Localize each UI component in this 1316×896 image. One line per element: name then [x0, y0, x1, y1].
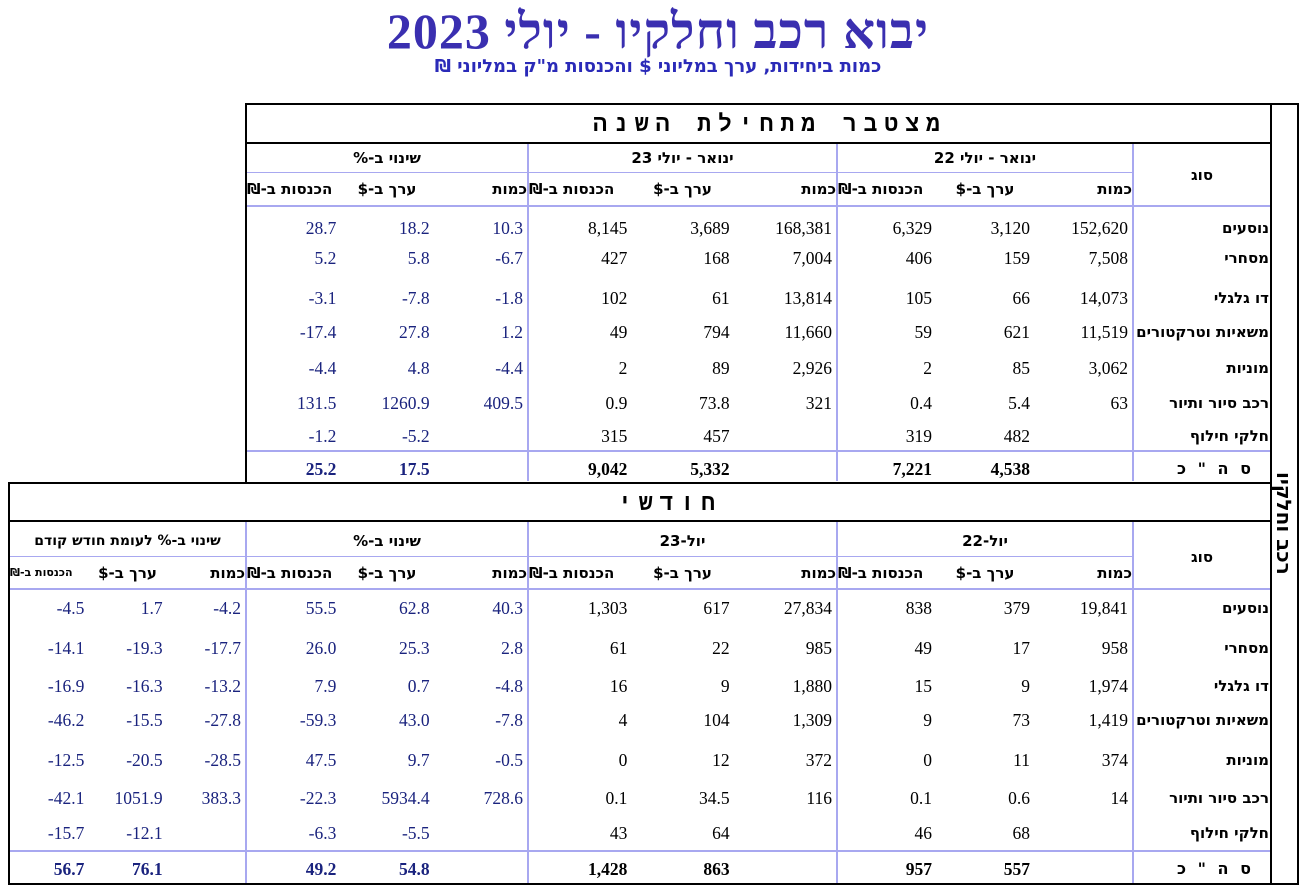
cumulative-cell: 59: [914, 322, 932, 342]
monthly-cell: -19.3: [126, 638, 163, 658]
monthly-cell: 1,303: [587, 598, 628, 618]
monthly-cell: 0.1: [910, 788, 932, 808]
mon-subheader-2-rev: הכנסות ב-₪: [247, 564, 333, 582]
cumulative-cell: 1.2: [501, 322, 523, 342]
cum-total-cell: 9,042: [587, 459, 628, 479]
mon-change-header: שינוי ב-%: [353, 532, 421, 550]
mon-period-a-header: יול-22: [962, 532, 1008, 550]
monthly-cell: [1034, 819, 1128, 847]
cumulative-row-label: נוסעים: [1222, 219, 1269, 237]
monthly-cell: 12: [712, 750, 730, 770]
cum-subheader-1-qty: כמות: [801, 180, 836, 198]
cum-subheader-0-qty: כמות: [1097, 180, 1132, 198]
monthly-cell: 49: [914, 638, 932, 658]
monthly-cell: 383.3: [201, 788, 241, 808]
monthly-cell: 16: [609, 676, 628, 696]
monthly-cell: -13.2: [204, 676, 241, 696]
cumulative-cell: 315: [601, 426, 628, 446]
mon-total-cell: [167, 855, 241, 883]
mon-subheader-1-rev: הכנסות ב-₪: [529, 564, 615, 582]
mon-bottom-border: [8, 883, 1270, 885]
cumulative-cell: 89: [712, 358, 730, 378]
mon-prev-subheader-qty: כמות: [210, 564, 245, 582]
cumulative-cell: -7.8: [401, 288, 430, 308]
monthly-cell: -14.1: [47, 638, 85, 658]
monthly-cell: 26.0: [305, 638, 337, 658]
monthly-cell: 1.7: [140, 598, 163, 618]
cum-subheader-1-value: ערך ב-$: [653, 180, 712, 198]
cum-header-bottom: [247, 205, 1270, 207]
monthly-cell: 43: [609, 823, 628, 843]
mon-total-cell: [734, 855, 832, 883]
cum-total-cell: [434, 455, 523, 483]
cumulative-cell: [734, 422, 832, 450]
cum-total-top: [247, 450, 1270, 452]
mon-subheader-2-value: ערך ב-$: [357, 564, 417, 582]
monthly-cell: 728.6: [483, 788, 523, 808]
cum-total-cell: 7,221: [892, 459, 932, 479]
cumulative-cell: 7,508: [1088, 248, 1128, 268]
monthly-cell: 9: [1021, 676, 1030, 696]
cumulative-cell: 319: [905, 426, 932, 446]
cumulative-cell: -1.2: [308, 426, 337, 446]
cumulative-cell: 10.3: [492, 218, 523, 238]
cumulative-cell: 14,073: [1079, 288, 1128, 308]
monthly-cell: -59.3: [299, 710, 337, 730]
monthly-cell: 7.9: [314, 676, 337, 696]
mon-total-cell: 957: [905, 859, 932, 879]
monthly-cell: 1,880: [792, 676, 832, 696]
monthly-cell: 374: [1101, 750, 1128, 770]
mon-total-cell: 863: [703, 859, 730, 879]
cumulative-cell: 794: [703, 322, 730, 342]
monthly-cell: 0: [618, 750, 628, 770]
cumulative-cell: 7,004: [792, 248, 832, 268]
cumulative-cell: 11,660: [784, 322, 832, 342]
monthly-cell: 73: [1012, 710, 1030, 730]
cumulative-cell: -4.4: [495, 358, 523, 378]
monthly-cell: 19,841: [1079, 598, 1128, 618]
monthly-cell: -22.3: [299, 788, 337, 808]
cumulative-cell: 2: [923, 358, 932, 378]
cumulative-cell: 3,062: [1088, 358, 1128, 378]
monthly-cell: [734, 819, 832, 847]
cum-total-cell: [734, 455, 832, 483]
cumulative-cell: 2: [618, 358, 628, 378]
cumulative-cell: 159: [1003, 248, 1030, 268]
mon-total-cell: [434, 855, 523, 883]
monthly-cell: 0.1: [605, 788, 628, 808]
monthly-cell: 1,309: [792, 710, 832, 730]
monthly-cell: 64: [712, 823, 730, 843]
cumulative-cell: 3,689: [690, 218, 730, 238]
monthly-row-label: דו גלגלי: [1213, 677, 1269, 695]
cumulative-cell: 409.5: [483, 393, 523, 413]
mon-type-header: סוג: [1190, 548, 1214, 566]
monthly-cell: -4.2: [213, 598, 241, 618]
mon-subheader-2-qty: כמות: [492, 564, 527, 582]
monthly-cell: 11: [1013, 750, 1030, 770]
cum-total-cell: 4,538: [990, 459, 1030, 479]
mon-total-top: [10, 850, 1270, 852]
cumulative-cell: -6.7: [495, 248, 523, 268]
cumulative-cell: 0.9: [605, 393, 628, 413]
monthly-cell: 104: [703, 710, 730, 730]
cumulative-row-label: מוניות: [1226, 359, 1269, 377]
cum-total-cell: 17.5: [399, 459, 430, 479]
monthly-row-label: רכב סיור ותיור: [1169, 789, 1269, 807]
monthly-cell: 25.3: [399, 638, 430, 658]
cum-total-cell: 5,332: [690, 459, 730, 479]
cumulative-row-label: חלקי חילוף: [1189, 427, 1269, 445]
cumulative-cell: 73.8: [699, 393, 730, 413]
mon-subheader-0-rev: הכנסות ב-₪: [838, 564, 924, 582]
monthly-cell: -12.1: [126, 823, 163, 843]
cumulative-cell: 5.4: [1008, 393, 1030, 413]
monthly-cell: 379: [1003, 598, 1030, 618]
cumulative-cell: 0.4: [910, 393, 932, 413]
cumulative-cell: 406: [905, 248, 932, 268]
cum-header-mid: [247, 172, 1132, 173]
monthly-cell: -20.5: [126, 750, 163, 770]
cumulative-cell: 5.8: [407, 248, 430, 268]
monthly-cell: 55.5: [305, 598, 337, 618]
mon-total-cell: 76.1: [132, 859, 163, 879]
frame-bottom-side: [1270, 883, 1299, 885]
monthly-cell: 47.5: [305, 750, 337, 770]
monthly-cell: -42.1: [47, 788, 85, 808]
side-title: רכב וחלקיו: [1272, 472, 1296, 575]
cum-title-underline: [245, 142, 1270, 144]
cum-subheader-2-value: ערך ב-$: [357, 180, 417, 198]
monthly-cell: 372: [805, 750, 832, 770]
monthly-row-label: משאיות וטרקטורים: [1136, 711, 1269, 729]
monthly-cell: -7.8: [495, 710, 523, 730]
cumulative-cell: 28.7: [305, 218, 337, 238]
mon-total-cell: 49.2: [305, 859, 337, 879]
cumulative-cell: 4.8: [407, 358, 430, 378]
mon-total-cell: [1034, 855, 1128, 883]
cum-period-a-header: ינואר - יולי 22: [933, 149, 1037, 167]
cum-subheader-0-rev: הכנסות ב-₪: [838, 180, 924, 198]
cumulative-cell: 11,519: [1080, 322, 1128, 342]
cumulative-cell: 6,329: [892, 218, 932, 238]
cum-subheader-0-value: ערך ב-$: [955, 180, 1015, 198]
monthly-cell: 5934.4: [381, 788, 430, 808]
mon-total-cell: 1,428: [587, 859, 628, 879]
mon-prev-subheader-value: ערך ב-$: [98, 564, 157, 582]
monthly-cell: [167, 819, 241, 847]
monthly-row-label: מוניות: [1226, 751, 1269, 769]
monthly-section-title: חודשי: [617, 491, 722, 517]
monthly-cell: 43.0: [399, 710, 430, 730]
monthly-cell: 1,974: [1088, 676, 1128, 696]
monthly-cell: 40.3: [492, 598, 523, 618]
cumulative-cell: 3,120: [990, 218, 1030, 238]
monthly-cell: 985: [805, 638, 832, 658]
monthly-cell: 34.5: [699, 788, 730, 808]
monthly-cell: 4: [618, 710, 628, 730]
cumulative-cell: 1260.9: [381, 393, 430, 413]
cumulative-cell: 5.2: [314, 248, 337, 268]
monthly-cell: 1051.9: [114, 788, 163, 808]
monthly-cell: 17: [1012, 638, 1030, 658]
mon-total-cell: 557: [1003, 859, 1030, 879]
cumulative-cell: 168: [703, 248, 730, 268]
cumulative-cell: 61: [712, 288, 730, 308]
monthly-cell: -15.5: [126, 710, 163, 730]
monthly-cell: 958: [1101, 638, 1128, 658]
monthly-cell: 22: [712, 638, 730, 658]
monthly-cell: 1,419: [1088, 710, 1128, 730]
monthly-row-label: מסחרי: [1224, 639, 1269, 657]
monthly-cell: 15: [914, 676, 932, 696]
monthly-cell: 46: [914, 823, 932, 843]
cumulative-cell: 321: [805, 393, 832, 413]
cumulative-row-label: מסחרי: [1224, 249, 1269, 267]
mon-subheader-0-qty: כמות: [1097, 564, 1132, 582]
cumulative-cell: 168,381: [775, 218, 832, 238]
monthly-cell: -6.3: [308, 823, 337, 843]
mon-total-cell: 54.8: [399, 859, 430, 879]
monthly-cell: 0.7: [407, 676, 430, 696]
monthly-cell: -28.5: [204, 750, 241, 770]
monthly-row-label: חלקי חילוף: [1189, 824, 1269, 842]
monthly-cell: 9: [923, 710, 932, 730]
cumulative-cell: 105: [905, 288, 932, 308]
cumulative-cell: 2,926: [792, 358, 832, 378]
cumulative-cell: 49: [609, 322, 628, 342]
cum-top-border: [245, 103, 1270, 105]
monthly-cell: -46.2: [47, 710, 85, 730]
cumulative-section-title: מצטבר מתחילת השנה: [593, 112, 947, 138]
cumulative-cell: -5.2: [401, 426, 430, 446]
cumulative-cell: 13,814: [783, 288, 832, 308]
cum-type-header: סוג: [1190, 166, 1214, 184]
cumulative-cell: [1034, 422, 1128, 450]
mon-prev-subheader-rev: הכנסות ב-₪: [10, 566, 73, 579]
monthly-cell: 14: [1110, 788, 1128, 808]
monthly-cell: 617: [703, 598, 730, 618]
cumulative-cell: 457: [703, 426, 730, 446]
cumulative-cell: -1.8: [495, 288, 523, 308]
mon-total-label: ס ה " כ: [1177, 859, 1254, 878]
monthly-row-label: נוסעים: [1222, 599, 1269, 617]
cum-subheader-2-rev: הכנסות ב-₪: [247, 180, 333, 198]
cumulative-cell: 482: [1003, 426, 1030, 446]
cumulative-cell: [434, 422, 523, 450]
cumulative-row-label: משאיות וטרקטורים: [1136, 323, 1269, 341]
monthly-cell: -16.3: [126, 676, 163, 696]
cum-period-b-header: ינואר - יולי 23: [631, 149, 734, 167]
monthly-cell: -17.7: [204, 638, 241, 658]
cumulative-cell: -4.4: [308, 358, 337, 378]
page-title: יבוא רכב וחלקיו - יולי 2023: [386, 3, 930, 59]
cumulative-cell: 63: [1110, 393, 1128, 413]
cum-subheader-2-qty: כמות: [492, 180, 527, 198]
monthly-cell: 62.8: [399, 598, 430, 618]
monthly-cell: -0.5: [495, 750, 523, 770]
monthly-cell: -27.8: [204, 710, 241, 730]
cum-total-cell: [1034, 455, 1128, 483]
cumulative-cell: 152,620: [1071, 218, 1128, 238]
cumulative-cell: 27.8: [399, 322, 430, 342]
cumulative-cell: 102: [601, 288, 628, 308]
mon-period-b-header: יול-23: [659, 532, 706, 550]
monthly-cell: -15.7: [47, 823, 85, 843]
cumulative-cell: 85: [1012, 358, 1030, 378]
frame-right-outer: [1297, 103, 1299, 885]
cumulative-row-label: דו גלגלי: [1213, 289, 1269, 307]
cum-change-header: שינוי ב-%: [353, 149, 421, 167]
monthly-cell: 9.7: [407, 750, 430, 770]
cumulative-cell: -17.4: [299, 322, 337, 342]
monthly-cell: 2.8: [501, 638, 523, 658]
cum-total-label: ס ה " כ: [1177, 459, 1254, 478]
cum-subheader-1-rev: הכנסות ב-₪: [529, 180, 615, 198]
mon-subheader-0-value: ערך ב-$: [955, 564, 1015, 582]
cumulative-cell: 621: [1003, 322, 1030, 342]
page-subtitle: כמות ביחידות, ערך במליוני $ והכנסות מ"ק במליוני ₪: [434, 56, 882, 77]
cumulative-cell: 18.2: [399, 218, 430, 238]
monthly-cell: 9: [720, 676, 730, 696]
mon-subheader-1-value: ערך ב-$: [653, 564, 712, 582]
monthly-cell: 27,834: [783, 598, 832, 618]
monthly-cell: -5.5: [401, 823, 430, 843]
cumulative-row-label: רכב סיור ותיור: [1169, 394, 1269, 412]
monthly-cell: 0.6: [1008, 788, 1030, 808]
cumulative-cell: 427: [601, 248, 628, 268]
monthly-cell: 116: [806, 788, 832, 808]
cumulative-cell: 66: [1012, 288, 1030, 308]
cum-total-cell: 25.2: [305, 459, 337, 479]
monthly-cell: -4.8: [495, 676, 523, 696]
cumulative-cell: -3.1: [308, 288, 337, 308]
monthly-cell: 838: [905, 598, 932, 618]
monthly-cell: [434, 819, 523, 847]
mon-subheader-1-qty: כמות: [801, 564, 836, 582]
monthly-cell: -4.5: [56, 598, 85, 618]
mon-header-mid: [10, 556, 1132, 557]
mon-header-bottom: [10, 588, 1270, 590]
monthly-cell: 61: [609, 638, 628, 658]
mon-total-cell: 56.7: [53, 859, 85, 879]
monthly-cell: 68: [1012, 823, 1030, 843]
monthly-cell: 0: [923, 750, 932, 770]
mon-change-prev-header: שינוי ב-% לעומת חודש קודם: [34, 533, 221, 549]
monthly-cell: -12.5: [47, 750, 85, 770]
cumulative-cell: 8,145: [587, 218, 628, 238]
frame-top-side: [1270, 103, 1299, 105]
cumulative-cell: 131.5: [296, 393, 337, 413]
monthly-cell: -16.9: [47, 676, 85, 696]
